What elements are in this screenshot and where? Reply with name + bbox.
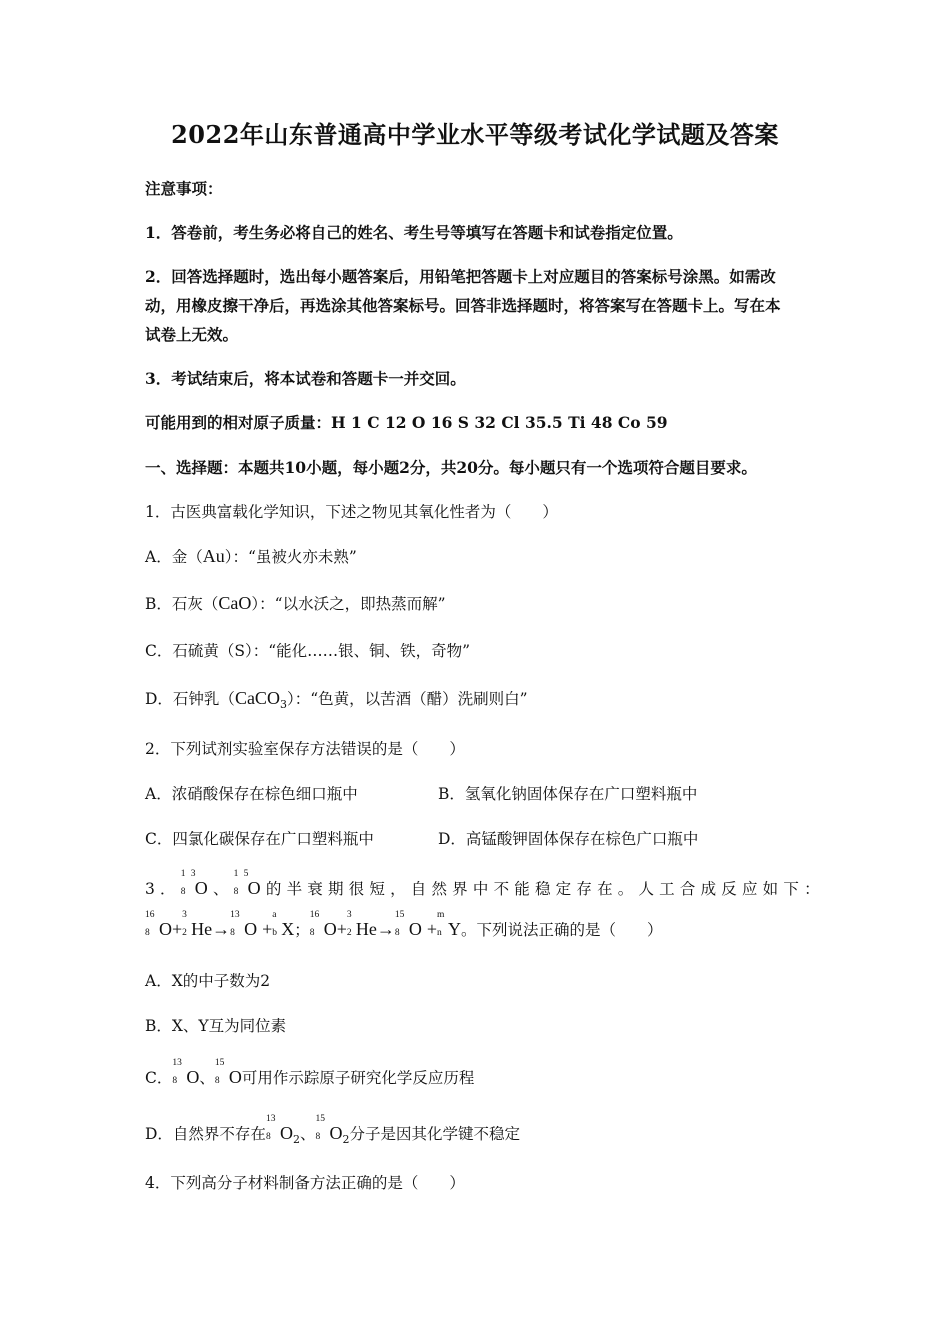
element-symbol: X (281, 919, 295, 939)
note-item-2-line-3: 试卷上无效。 (145, 325, 239, 344)
element-symbol: O (247, 878, 266, 898)
element-symbol: O (186, 1067, 200, 1087)
stem-text: 。下列说法正确的是（ ） (461, 921, 663, 939)
plus-sign: + (172, 919, 183, 939)
question-3-option-a: A．X的中子数为2 (145, 972, 271, 990)
atomic-mass-line: 可能用到的相对原子质量：H 1 C 12 O 16 S 32 Cl 35.5 Ti 48 Co 59 (145, 413, 668, 432)
nuclide-o16 (309, 910, 337, 942)
nuclide-y (437, 910, 462, 942)
section-heading: 一、选择题：本题共10小题，每小题2分，共20分。每小题只有一个选项符合题目要求。 (145, 458, 757, 477)
question-2-row-2 (145, 828, 815, 850)
mass-number: 15 (394, 910, 405, 920)
question-4-stem: 4．下列高分子材料制备方法正确的是（ ） (145, 1174, 465, 1192)
element-symbol: O (194, 878, 213, 898)
question-2-option-c: C．四氯化碳保存在广口塑料瓶中 (145, 830, 374, 848)
atomic-number: 2 (182, 928, 187, 938)
option-text: 分子是因其化学键不稳定 (349, 1125, 520, 1143)
note-item-3: 3．考试结束后，将本试卷和答题卡一并交回。 (145, 369, 466, 388)
question-3-option-d (145, 1114, 815, 1151)
element-symbol: O (329, 1123, 343, 1143)
question-3-option-c (145, 1058, 815, 1090)
formula-subscript: 3 (279, 698, 287, 711)
note-item-2-line-1: 2．回答选择题时，选出每小题答案后，用铅笔把答题卡上对应题目的答案标号涂黑。如需改 (145, 267, 776, 286)
note-item-1: 1．答卷前，考生务必将自己的姓名、考生号等填写在答题卡和试卷指定位置。 (145, 223, 683, 242)
atomic-number: 8 (309, 928, 315, 938)
option-text: D．自然界不存在 (145, 1125, 266, 1143)
nuclide-o15 (214, 1058, 242, 1090)
atomic-number: 8 (230, 928, 235, 938)
element-symbol: Y (448, 919, 462, 939)
element-symbol: O (279, 1123, 293, 1143)
mass-number: 15 (214, 1058, 225, 1068)
reaction-arrow: → (376, 919, 395, 939)
mass-number: 13 (180, 869, 201, 879)
question-3-stem-line-1 (145, 869, 825, 901)
atomic-number: 8 (172, 1076, 178, 1086)
mass-number: 13 (172, 1058, 182, 1068)
note-item-2-line-2: 动，用橡皮擦干净后，再选涂其他答案标号。回答非选择题时，将答案写在答题卡上。写在本 (145, 296, 781, 315)
atomic-number: 8 (214, 1076, 220, 1086)
page-title: 2022年山东普通高中学业水平等级考试化学试题及答案 (171, 120, 779, 149)
mass-number: 16 (309, 910, 320, 920)
formula-subscript: 2 (342, 1133, 350, 1146)
question-number: 3． (145, 880, 181, 898)
question-3-option-b: B．X、Y互为同位素 (145, 1017, 287, 1035)
question-2-stem: 2．下列试剂实验室保存方法错误的是（ ） (145, 740, 465, 758)
option-text: ）：“以水沃之，即热蒸而解” (251, 595, 446, 613)
nuclide-o15 (233, 869, 266, 901)
element-symbol: He (191, 919, 213, 939)
element-symbol: O (244, 919, 258, 939)
nuclide-o13 (180, 869, 213, 901)
nuclide-o16 (145, 910, 172, 942)
option-text: A．金（ (145, 548, 203, 566)
question-2-option-b: B．氢氧化钠固体保存在广口塑料瓶中 (438, 785, 698, 803)
nuclide-x (272, 910, 295, 942)
option-text: D．石钟乳（ (145, 690, 235, 708)
mass-number: 16 (145, 910, 155, 920)
reaction-arrow: → (212, 919, 231, 939)
atomic-number: 8 (145, 928, 150, 938)
option-text: B．石灰（ (145, 595, 219, 613)
nuclide-he3 (182, 910, 213, 942)
molecule-o15-2 (315, 1114, 343, 1146)
mass-number: 13 (265, 1114, 276, 1124)
notes-heading: 注意事项： (145, 179, 223, 198)
atomic-number: 8 (233, 887, 244, 897)
separator: 、 (199, 1069, 215, 1087)
formula-subscript: 2 (292, 1133, 300, 1146)
element-symbol: O (228, 1067, 242, 1087)
atomic-number: b (272, 928, 277, 938)
separator: 、 (299, 1125, 316, 1143)
formula-caco3: CaCO (234, 688, 280, 708)
question-2-row-1 (145, 783, 815, 805)
question-1-option-b (145, 592, 815, 615)
question-3-equations (145, 910, 815, 942)
atomic-number: 8 (394, 928, 400, 938)
atomic-number: 2 (346, 928, 352, 938)
question-1-option-c: C．石硫黄（S）：“能化……银、铜、铁，奇物” (145, 642, 471, 660)
formula-cao: CaO (218, 593, 252, 613)
mass-number: a (272, 910, 277, 920)
element-symbol: O (323, 919, 337, 939)
mass-number: 13 (230, 910, 240, 920)
option-text: ）：“虽被火亦未熟” (224, 548, 357, 566)
mass-number: 3 (182, 910, 187, 920)
atomic-number: 8 (265, 1132, 271, 1142)
molecule-o13-2 (265, 1114, 293, 1146)
atomic-number: 8 (180, 887, 191, 897)
mass-number: m (437, 910, 445, 920)
element-symbol: O (408, 919, 422, 939)
question-1-option-d (145, 687, 815, 716)
plus-sign: + (426, 919, 438, 939)
nuclide-o13 (230, 910, 258, 942)
separator: 、 (212, 880, 234, 898)
question-1-option-a (145, 545, 815, 568)
atomic-number: 8 (315, 1132, 321, 1142)
nuclide-he3 (346, 910, 377, 942)
separator: ； (294, 921, 310, 939)
question-1-stem: 1．古医典富载化学知识，下述之物见其氧化性者为（ ） (145, 503, 558, 521)
question-2-option-d: D．高锰酸钾固体保存在棕色广口瓶中 (438, 830, 699, 848)
stem-text: 的半衰期很短，自然界中不能稳定存在。人工合成反应如下： (265, 880, 825, 898)
formula-au: Au (202, 546, 225, 566)
plus-sign: + (262, 919, 273, 939)
question-2-option-a: A．浓硝酸保存在棕色细口瓶中 (145, 785, 358, 803)
option-text: C． (145, 1069, 173, 1087)
mass-number: 3 (346, 910, 352, 920)
mass-number: 15 (233, 869, 254, 879)
element-symbol: O (159, 919, 172, 939)
nuclide-o13 (172, 1058, 200, 1090)
plus-sign: + (336, 919, 347, 939)
atomic-number: n (437, 928, 442, 938)
option-text: ）：“色黄，以苦酒（醋）洗刷则白” (286, 690, 528, 708)
option-text: 可用作示踪原子研究化学反应历程 (241, 1069, 475, 1087)
element-symbol: He (355, 919, 377, 939)
nuclide-o15 (394, 910, 422, 942)
mass-number: 15 (315, 1114, 325, 1124)
